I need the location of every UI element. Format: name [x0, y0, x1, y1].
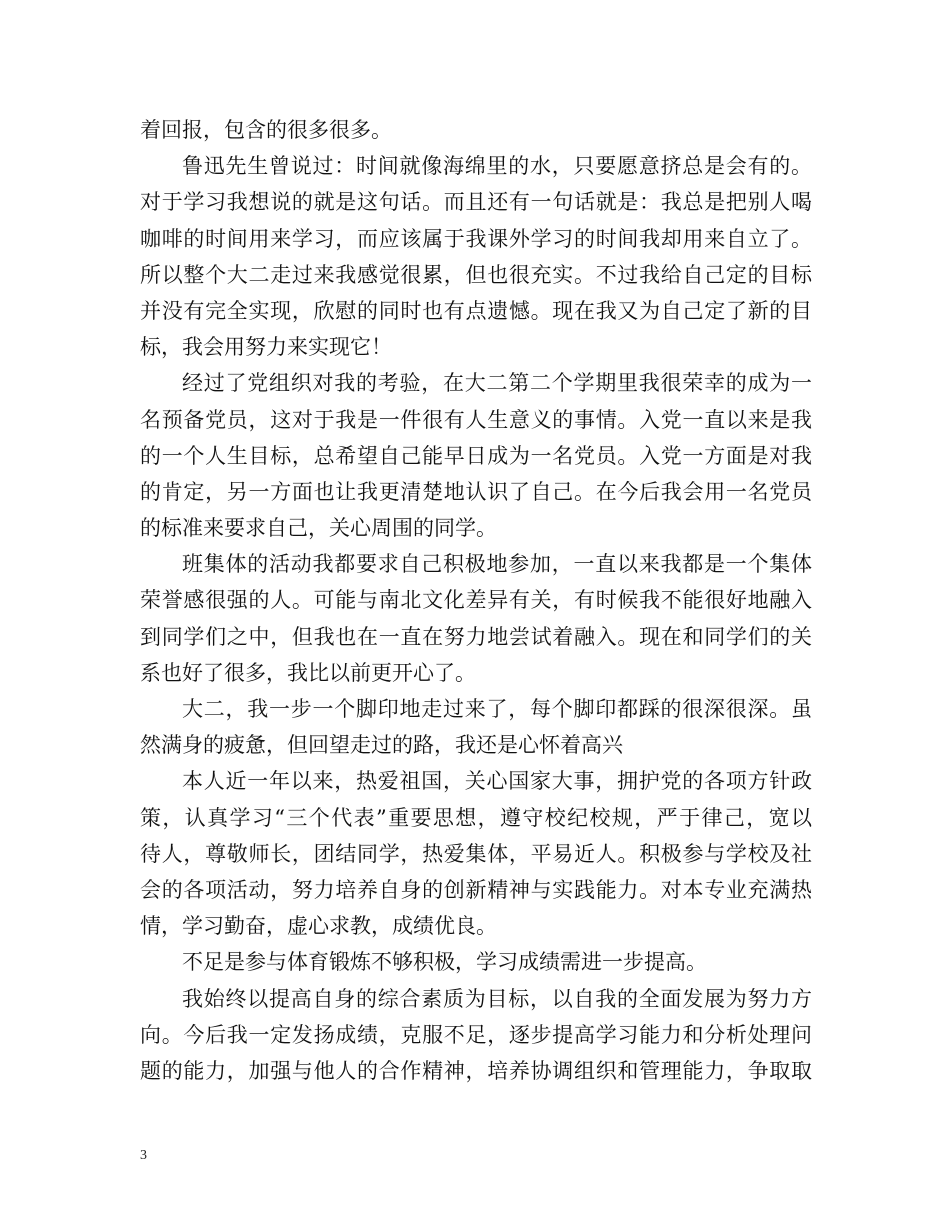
- text-line: 情，学习勤奋，虚心求教，成绩优良。: [140, 914, 497, 939]
- text-line: 班集体的活动我都要求自己积极地参加，一直以来我都是一个集体: [182, 552, 812, 577]
- text-line: 的肯定，另一方面也让我更清楚地认识了自己。在今后我会用一名党员: [140, 479, 812, 504]
- text-line: 并没有完全实现，欣慰的同时也有点遗憾。现在我又为自己定了新的目: [140, 298, 812, 323]
- text-line: 系也好了很多，我比以前更开心了。: [140, 660, 476, 685]
- text-line: 题的能力，加强与他人的合作精神，培养协调组织和管理能力，争取取: [140, 1058, 812, 1083]
- text-line: 大二，我一步一个脚印地走过来了，每个脚印都踩的很深很深。虽: [182, 697, 812, 721]
- text-line: 会的各项活动，努力培养自身的创新精神与实践能力。对本专业充满热: [140, 877, 812, 902]
- text-line: 对于学习我想说的就是这句话。而且还有一句话就是：我总是把别人喝: [140, 190, 812, 215]
- text-line: 到同学们之中，但我也在一直在努力地尝试着融入。现在和同学们的关: [140, 624, 812, 649]
- text-line: 所以整个大二走过来我感觉很累，但也很充实。不过我给自己定的目标: [140, 262, 812, 287]
- body-text: [140, 112, 812, 1089]
- text-line: 不足是参与体育锻炼不够积极，学习成绩需进一步提高。: [182, 950, 707, 975]
- text-line: 荣誉感很强的人。可能与南北文化差异有关，有时候我不能很好地融入: [140, 588, 812, 613]
- text-line: 经过了党组织对我的考验，在大二第二个学期里我很荣幸的成为一: [182, 371, 812, 396]
- text-line: 的一个人生目标，总希望自己能早日成为一名党员。入党一方面是对我: [140, 443, 812, 468]
- text-line: 名预备党员，这对于我是一件很有人生意义的事情。入党一直以来是我: [140, 407, 812, 432]
- text-line: 标，我会用努力来实现它！: [140, 335, 392, 360]
- text-line: 本人近一年以来，热爱祖国，关心国家大事，拥护党的各项方针政: [182, 769, 812, 794]
- text-line: 的标准来要求自己，关心周围的同学。: [140, 516, 497, 541]
- text-line: 向。今后我一定发扬成绩，克服不足，逐步提高学习能力和分析处理问: [140, 1022, 812, 1047]
- text-line: 鲁迅先生曾说过：时间就像海绵里的水，只要愿意挤总是会有的。: [182, 154, 812, 179]
- text-line: 然满身的疲惫，但回望走过的路，我还是心怀着高兴: [140, 733, 623, 758]
- text-line: 咖啡的时间用来学习，而应该属于我课外学习的时间我却用来自立了。: [140, 226, 812, 251]
- text-line: 我始终以提高自身的综合素质为目标，以自我的全面发展为努力方: [182, 986, 812, 1011]
- text-line: 待人，尊敬师长，团结同学，热爱集体，平易近人。积极参与学校及社: [140, 841, 812, 866]
- text-line: 着回报，包含的很多很多。: [140, 118, 392, 142]
- text-line: 策，认真学习“三个代表”重要思想，遵守校纪校规，严于律己，宽以: [140, 805, 812, 830]
- page-number: 3: [140, 1148, 147, 1163]
